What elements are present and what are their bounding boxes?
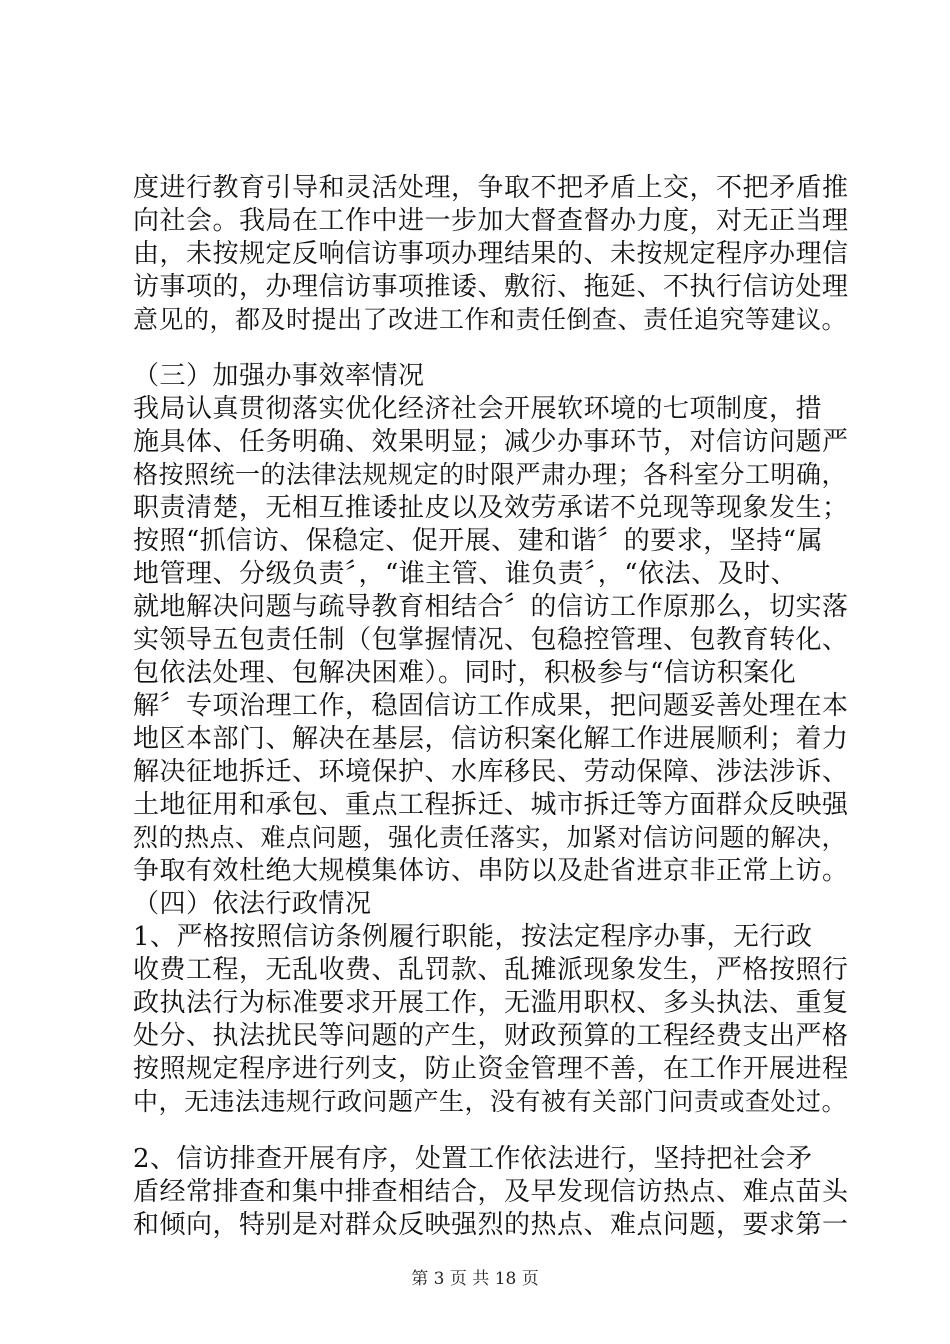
page-number-footer: 第 3 页 共 18 页 (411, 1269, 539, 1289)
text-line: 中，无违法违规行政问题产生，没有被有关部门问责或查处过。 (133, 1087, 848, 1116)
text-line: 格按照统一的法律法规规定的时限严肃办理；各科室分工明确， (133, 460, 848, 489)
section-heading: （四）依法行政情况 (133, 889, 372, 919)
text-line: 解决征地拆迁、环境保护、水库移民、劳动保障、涉法涉诉、 (133, 757, 849, 787)
text-line: 按照“抓信访、保稳定、促开展、建和谐〞的要求，坚持“属 (133, 526, 824, 556)
text-line: 度进行教育引导和灵活处理，争取不把矛盾上交，不把矛盾推 (133, 173, 849, 203)
text-line: 施具体、任务明确、效果明显；减少办事环节，对信访问题严 (133, 427, 849, 457)
text-line: 解〞专项治理工作，稳固信访工作成果，把问题妥善处理在本 (133, 691, 849, 721)
text-line: 争取有效杜绝大规模集体访、串防以及赴省进京非正常上访。 (133, 856, 849, 886)
text-line: 地管理、分级负责〞，“谁主管、谁负责〞，“依法、及时、 (133, 559, 798, 589)
text-line: 和倾向，特别是对群众反映强烈的热点、难点问题，要求第一 (133, 1210, 849, 1240)
text-line: 地区本部门、解决在基层，信访积案化解工作进展顺利；着力 (133, 724, 849, 754)
text-line: 政执法行为标准要求开展工作，无滥用职权、多头执法、重复 (133, 988, 849, 1018)
text-line: 访事项的，办理信访事项推诿、敷衍、拖延、不执行信访处理 (133, 272, 849, 302)
text-line: 我局认真贯彻落实优化经济社会开展软环境的七项制度，措 (133, 394, 823, 424)
text-line: 意见的，都及时提出了改进工作和责任倒查、责任追究等建议。 (133, 305, 848, 334)
text-line: 由，未按规定反响信访事项办理结果的、未按规定程序办理信 (133, 239, 849, 269)
text-line: 按照规定程序进行列支，防止资金管理不善，在工作开展进程 (133, 1054, 849, 1084)
text-line: 处分、执法扰民等问题的产生，财政预算的工程经费支出严格 (133, 1021, 849, 1051)
text-line: 土地征用和承包、重点工程拆迁、城市拆迁等方面群众反映强 (133, 790, 849, 820)
text-line: 1、严格按照信访条例履行职能，按法定程序办事，无行政 (133, 922, 813, 952)
text-line: 就地解决问题与疏导教育相结合〞的信访工作原那么，切实落 (133, 592, 849, 622)
text-line: 向社会。我局在工作中进一步加大督查督办力度，对无正当理 (133, 206, 849, 236)
text-line: 盾经常排查和集中排查相结合，及早发现信访热点、难点苗头 (133, 1177, 849, 1207)
text-line: 职责清楚，无相互推诿扯皮以及效劳承诺不兑现等现象发生； (133, 493, 849, 523)
section-heading: （三）加强办事效率情况 (133, 361, 425, 391)
text-line: 烈的热点、难点问题，强化责任落实，加紧对信访问题的解决， (133, 823, 848, 852)
text-line: 2、信访排查开展有序，处置工作依法进行，坚持把社会矛 (133, 1144, 813, 1174)
text-line: 实领导五包责任制（包掌握情况、包稳控管理、包教育转化、 (133, 625, 849, 655)
text-line: 收费工程，无乱收费、乱罚款、乱摊派现象发生，严格按照行 (133, 955, 849, 985)
text-line: 包依法处理、包解决困难）。同时，积极参与“信访积案化 (133, 658, 797, 688)
